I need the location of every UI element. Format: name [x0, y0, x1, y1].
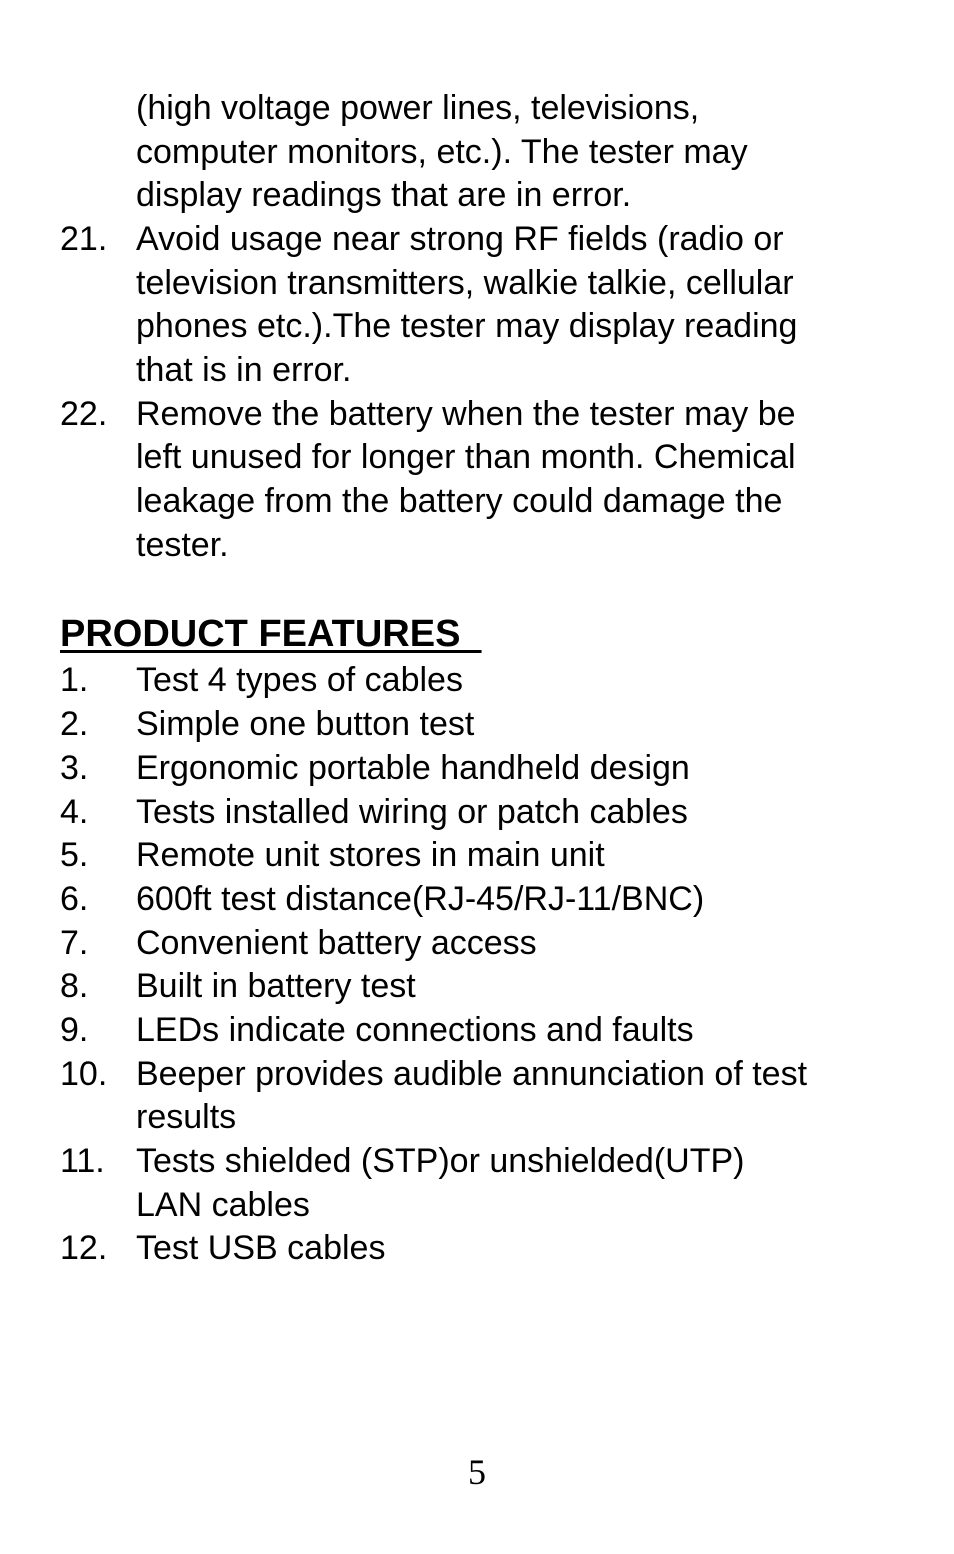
feature-line: Built in battery test [136, 967, 416, 1005]
feature-line: Tests shielded (STP)or unshielded(UTP) [136, 1142, 745, 1180]
feature-number: 7. [60, 924, 89, 962]
precaution-line: phones etc.).The tester may display reading [136, 307, 798, 345]
feature-number: 6. [60, 880, 89, 918]
feature-line: Beeper provides audible annunciation of test [136, 1055, 808, 1093]
precaution-line: leakage from the battery could damage the [136, 482, 783, 520]
feature-line: LEDs indicate connections and faults [136, 1011, 694, 1049]
feature-number: 8. [60, 967, 89, 1005]
feature-number: 12. [60, 1229, 108, 1267]
feature-number: 5. [60, 836, 89, 874]
feature-number: 10. [60, 1055, 108, 1093]
feature-number: 11. [60, 1142, 105, 1180]
page-number: 5 [468, 1452, 486, 1492]
continuation-line: display readings that are in error. [136, 176, 632, 214]
precaution-line: Remove the battery when the tester may be [136, 395, 796, 433]
feature-line: LAN cables [136, 1186, 310, 1224]
precaution-line: that is in error. [136, 351, 352, 389]
section-heading: PRODUCT FEATURES [60, 613, 482, 655]
feature-line: Test 4 types of cables [136, 661, 463, 699]
precaution-line: left unused for longer than month. Chemical [136, 438, 796, 476]
feature-line: Remote unit stores in main unit [136, 836, 605, 874]
continuation-line: computer monitors, etc.). The tester may [136, 133, 748, 171]
precaution-number: 21. [60, 220, 108, 258]
feature-number: 3. [60, 749, 89, 787]
feature-line: 600ft test distance(RJ-45/RJ-11/BNC) [136, 880, 705, 918]
feature-number: 1. [60, 661, 89, 699]
feature-number: 9. [60, 1011, 89, 1049]
precaution-line: television transmitters, walkie talkie, cellular [136, 264, 794, 302]
precaution-line: Avoid usage near strong RF fields (radio or [136, 220, 784, 258]
continuation-line: (high voltage power lines, televisions, [136, 89, 700, 127]
precaution-line: tester. [136, 526, 229, 564]
feature-line: Test USB cables [136, 1229, 386, 1267]
feature-line: Ergonomic portable handheld design [136, 749, 690, 787]
feature-line: Simple one button test [136, 705, 475, 743]
precaution-number: 22. [60, 395, 108, 433]
feature-number: 2. [60, 705, 89, 743]
feature-number: 4. [60, 793, 89, 831]
feature-line: Convenient battery access [136, 924, 537, 962]
feature-line: results [136, 1098, 237, 1136]
feature-line: Tests installed wiring or patch cables [136, 793, 688, 831]
